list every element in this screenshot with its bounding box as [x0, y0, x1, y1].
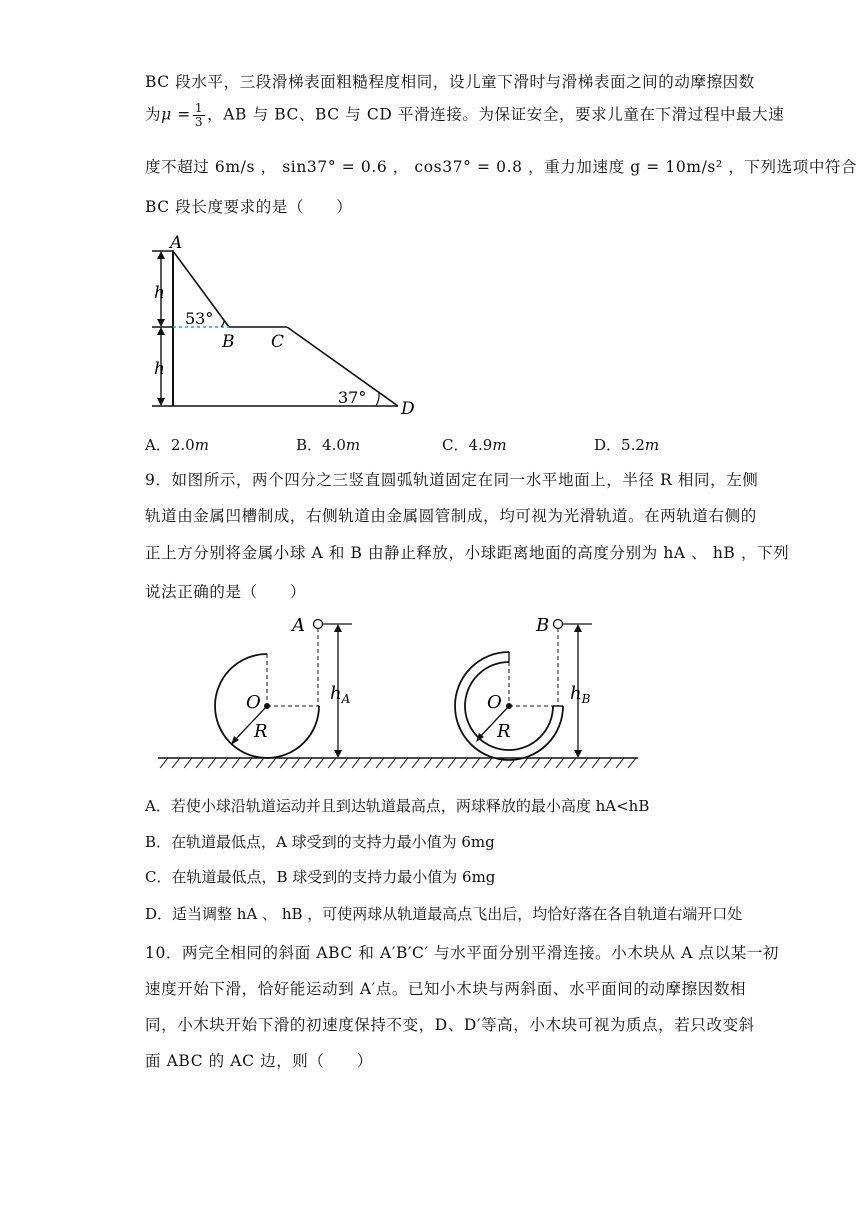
option-unit: m [345, 436, 361, 454]
q10-line-3: 同，小木块开始下滑的初速度保持不变，D、D′等高，小木块可视为质点，若只改变斜 [145, 1016, 755, 1034]
q9-line-4: 说法正确的是（ ） [145, 583, 307, 601]
mu-symbol: μ = [161, 105, 191, 124]
option-unit: m [194, 436, 209, 454]
q8-option-b[interactable] [296, 434, 360, 455]
option-value: 4.9 [468, 436, 493, 454]
q9-line-2: 轨道由金属凹槽制成，右侧轨道由金属圆管制成，均可视为光滑轨道。在两轨道右侧的 [145, 507, 757, 525]
option-letter: A． [145, 436, 171, 454]
circular-tracks-diagram [150, 608, 640, 778]
label-r-left: R [254, 721, 268, 742]
q9-option-a[interactable]: A．若使小球沿轨道运动并且到达轨道最高点，两球释放的最小高度 hA<hB [145, 797, 650, 815]
option-letter: C． [442, 436, 469, 454]
option-unit: m [492, 436, 507, 454]
label-hb: $h_B$ [570, 683, 591, 706]
q8-option-d[interactable] [594, 434, 659, 455]
label-o-left: O [246, 692, 261, 713]
q8-line-3: 度不超过 6m/s ， sin37° = 0.6 ， cos37° = 0.8 ，重力加速度 g = 10m/s² ，下列选项中符合 [145, 158, 858, 176]
q8-line-2-prefix: 为 [145, 105, 162, 124]
mu-fraction-numerator: 1 [194, 101, 204, 115]
q10-line-4: 面 ABC 的 AC 边，则（ ） [145, 1052, 373, 1070]
q8-option-a[interactable] [145, 434, 209, 455]
q9-option-b[interactable]: B．在轨道最低点，A 球受到的支持力最小值为 6mg [145, 833, 495, 851]
q8-line-2 [145, 102, 784, 129]
q8-option-c[interactable] [442, 434, 507, 455]
slide-diagram [140, 228, 440, 418]
q9-option-c[interactable]: C．在轨道最低点，B 球受到的支持力最小值为 6mg [145, 868, 496, 886]
ha-down-arrow-icon [334, 750, 342, 758]
label-d: D [401, 399, 415, 418]
ha-up-arrow-icon [334, 624, 342, 632]
option-unit: m [644, 436, 660, 454]
q8-line-4: BC 段长度要求的是（ ） [145, 198, 353, 216]
hb-up-arrow-icon [574, 624, 582, 632]
mu-fraction [193, 102, 205, 129]
h1-down-arrow-icon [157, 319, 165, 327]
label-h-lower: h [154, 359, 165, 379]
q10-line-2: 速度开始下滑，恰好能运动到 A′点。已知小木块与两斜面、水平面间的动摩擦因数相 [145, 980, 747, 998]
label-a: A [170, 233, 183, 253]
angle-53-arc [221, 320, 224, 327]
option-value: 4.0 [322, 436, 346, 454]
label-b: B [222, 332, 235, 352]
label-ball-a: A [292, 615, 305, 636]
option-value: 5.2 [621, 436, 645, 454]
q9-option-d[interactable]: D．适当调整 hA 、 hB ，可使两球从轨道最高点飞出后，均恰好落在各自轨道右端开口处 [145, 905, 743, 923]
q9-line-1: 9．如图所示，两个四分之三竖直圆弧轨道固定在同一水平地面上，半径 R 相同，左侧 [145, 471, 759, 489]
angle-53-label: 53° [185, 309, 214, 328]
ball-a [314, 620, 323, 629]
label-ball-b: B [536, 615, 550, 636]
hb-down-arrow-icon [574, 750, 582, 758]
option-letter: D． [594, 436, 622, 454]
q9-line-3: 正上方分别将金属小球 A 和 B 由静止释放，小球距离地面的高度分别为 hA 、 hB ，下列 [145, 544, 790, 562]
label-r-right: R [497, 721, 511, 742]
q8-line-1: BC 段水平，三段滑梯表面粗糙程度相同，设儿童下滑时与滑梯表面之间的动摩擦因数 [145, 73, 755, 91]
h2-down-arrow-icon [157, 398, 165, 406]
label-o-right: O [487, 692, 502, 713]
mu-fraction-denominator: 3 [194, 115, 204, 129]
label-h-upper: h [154, 283, 165, 303]
angle-37-arc [376, 393, 379, 406]
q8-line-2-rest: ，AB 与 BC、BC 与 CD 平滑连接。为保证安全，要求儿童在下滑过程中最大速 [207, 105, 785, 124]
ground-hatching [160, 758, 636, 768]
h2-up-arrow-icon [157, 327, 165, 335]
q10-line-1: 10．两完全相同的斜面 ABC 和 A′B′C′ 与水平面分别平滑连接。小木块从 A 点以某一初 [145, 944, 780, 962]
option-value: 2.0 [170, 436, 195, 454]
angle-37-label: 37° [338, 388, 367, 407]
label-ha: $h_A$ [330, 683, 351, 706]
label-c: C [271, 332, 285, 352]
h1-up-arrow-icon [157, 251, 165, 259]
option-letter: B． [296, 436, 323, 454]
ball-b [554, 620, 563, 629]
